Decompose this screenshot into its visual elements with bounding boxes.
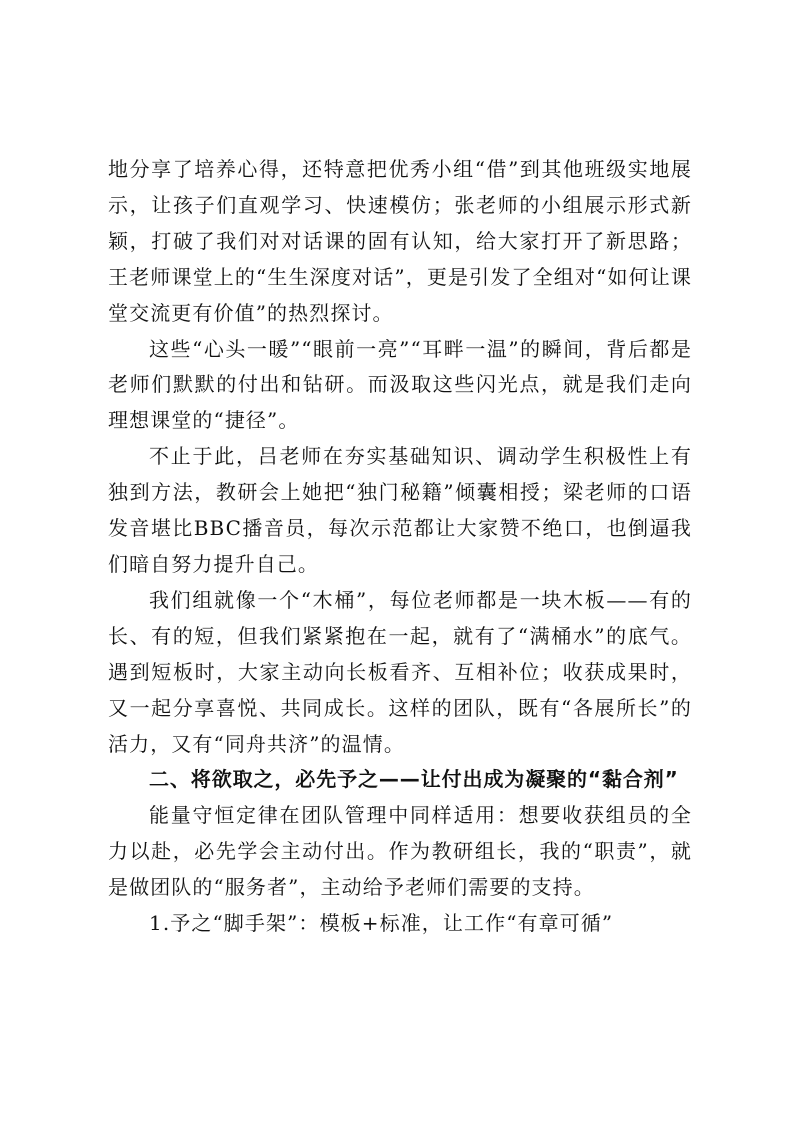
paragraph-3: 不止于此，吕老师在夯实基础知识、调动学生积极性上有独到方法，教研会上她把“独门秘籍”倾囊相授；梁老师的口语发音堪比BBC播音员，每次示范都让大家赞不绝口，也倒逼我们暗自努力提升自己。 <box>108 444 692 576</box>
document-page <box>108 152 692 942</box>
paragraph-4: 我们组就像一个“木桶”，每位老师都是一块木板——有的长、有的短，但我们紧紧抱在一起，就有了“满桶水”的底气。遇到短板时，大家主动向长板看齐、互相补位；收获成果时，又一起分享喜悦、共同成长。这样的团队，既有“各展所长”的活力，又有“同舟共济”的温情。 <box>108 587 692 756</box>
paragraph-2: 这些“心头一暖”“眼前一亮”“耳畔一温”的瞬间，背后都是老师们默默的付出和钻研。而汲取这些闪光点，就是我们走向理想课堂的“捷径”。 <box>108 336 692 433</box>
subsection-heading: 1.予之“脚手架”：模板+标准，让工作“有章可循” <box>149 911 614 936</box>
section-heading: 二、将欲取之，必先予之——让付出成为凝聚的“黏合剂” <box>149 767 679 792</box>
paragraph-1: 地分享了培养心得，还特意把优秀小组“借”到其他班级实地展示，让孩子们直观学习、快速模仿；张老师的小组展示形式新颖，打破了我们对对话课的固有认知，给大家打开了新思路；王老师课堂上的“生生深度对话”，更是引发了全组对“如何让课堂交流更有价值”的热烈探讨。 <box>108 157 692 325</box>
paragraph-5: 能量守恒定律在团队管理中同样适用：想要收获组员的全力以赴，必先学会主动付出。作为教研组长，我的“职责”，就是做团队的“服务者”，主动给予老师们需要的支持。 <box>108 803 692 900</box>
